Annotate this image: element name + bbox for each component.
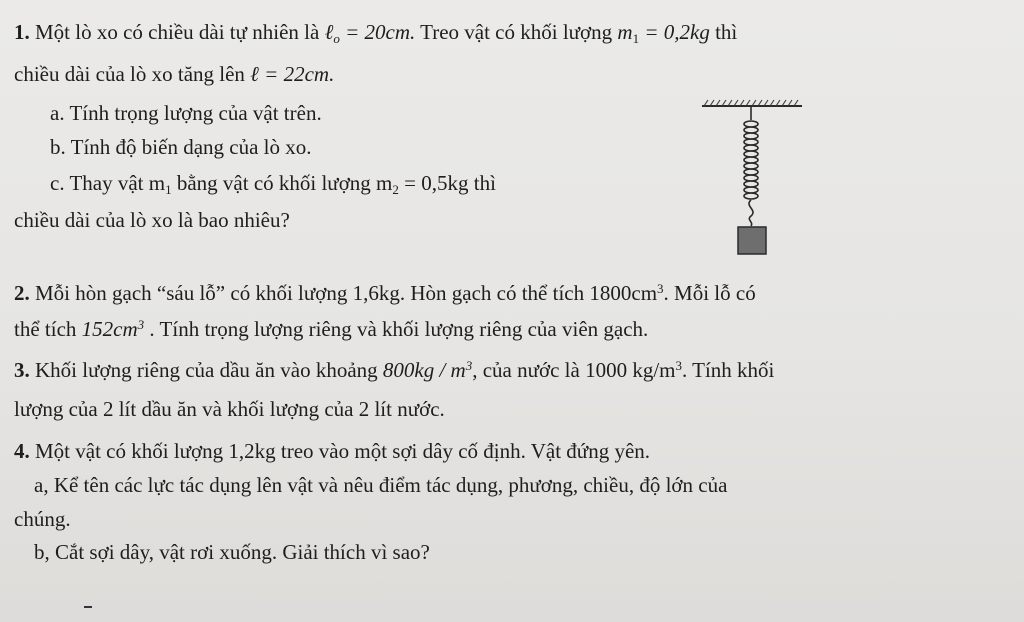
problem3-line1: [14, 353, 774, 383]
m1-sub: 1: [632, 31, 640, 46]
problem4-part-a-line2: chúng.: [14, 507, 71, 531]
problem1-part-a: a. Tính trọng lượng của vật trên.: [50, 101, 322, 125]
problem4-line1: [14, 438, 650, 464]
problem4-number: 4.: [14, 439, 30, 463]
part-c-text2: bằng vật có khối lượng m: [176, 171, 393, 195]
problem3-mid: , của nước là 1000 kg/m: [472, 358, 676, 382]
l-expression: ℓ = 22cm.: [250, 62, 335, 86]
part-c-text3: = 0,5kg thì: [404, 171, 496, 195]
spring-hook: [749, 200, 753, 226]
problem1-end: thì: [715, 20, 738, 44]
problem1-number: 1.: [14, 20, 30, 44]
problem2-end: . Mỗi lỗ có: [663, 281, 756, 305]
problem2-line2-start: thể tích: [14, 317, 77, 341]
problem2-text: Mỗi hòn gạch “sáu lỗ” có khối lượng 1,6kg. Hòn gạch có thể tích 1800cm: [35, 281, 658, 305]
problem1-part-b: b. Tính độ biến dạng của lò xo.: [50, 135, 312, 159]
oil-density: 800kg / m: [382, 358, 466, 382]
problem2-line2: [14, 312, 648, 342]
hole-volume: 152cm: [81, 317, 138, 341]
problem1-part-c-line2: chiều dài của lò xo là bao nhiêu?: [14, 208, 290, 232]
problem4-part-a-line1: a, Kể tên các lực tác dụng lên vật và nêu điểm tác dụng, phương, chiều, độ lớn của: [34, 473, 728, 497]
problem1-text2: Treo vật có khối lượng: [420, 20, 613, 44]
problem2-line1: [14, 276, 756, 306]
m1-value: = 0,2kg: [644, 20, 710, 44]
m1-symbol: m: [617, 20, 633, 44]
problem2-number: 2.: [14, 281, 30, 305]
problem1-text: Một lò xo có chiều dài tự nhiên là: [35, 20, 320, 44]
problem3-number: 3.: [14, 358, 30, 382]
part-c-sub2: 2: [392, 182, 399, 197]
problem3-end: . Tính khối: [682, 358, 775, 382]
l0-value: = 20cm.: [345, 20, 416, 44]
l0-symbol: ℓ: [324, 20, 334, 44]
water-density-sup: 3: [675, 358, 683, 373]
spring-diagram: [698, 96, 808, 261]
problem1-line1: [14, 19, 737, 52]
hole-volume-sup: 3: [137, 317, 145, 332]
problem1-part-c: [50, 170, 496, 203]
part-c-text: c. Thay vật m: [50, 171, 166, 195]
problem2-sup: 3: [657, 281, 664, 296]
problem4-part-b: b, Cắt sợi dây, vật rơi xuống. Giải thích vì sao?: [34, 540, 430, 564]
part-c-sub1: 1: [165, 182, 172, 197]
oil-density-sup: 3: [465, 358, 473, 373]
hanging-weight: [738, 227, 766, 254]
problem1-line2: [14, 61, 334, 87]
problem3-text: Khối lượng riêng của dầu ăn vào khoảng: [35, 358, 378, 382]
problem1-line2-text: chiều dài của lò xo tăng lên: [14, 62, 245, 86]
problem2-line2-end: . Tính trọng lượng riêng và khối lượng riêng của viên gạch.: [149, 317, 649, 341]
problem4-text: Một vật có khối lượng 1,2kg treo vào một sợi dây cố định. Vật đứng yên.: [35, 439, 651, 463]
spring-coil: [744, 121, 758, 199]
l0-sub: o: [333, 31, 340, 46]
problem3-line2: lượng của 2 lít dầu ăn và khối lượng của 2 lít nước.: [14, 397, 445, 421]
stray-mark: [84, 606, 92, 608]
